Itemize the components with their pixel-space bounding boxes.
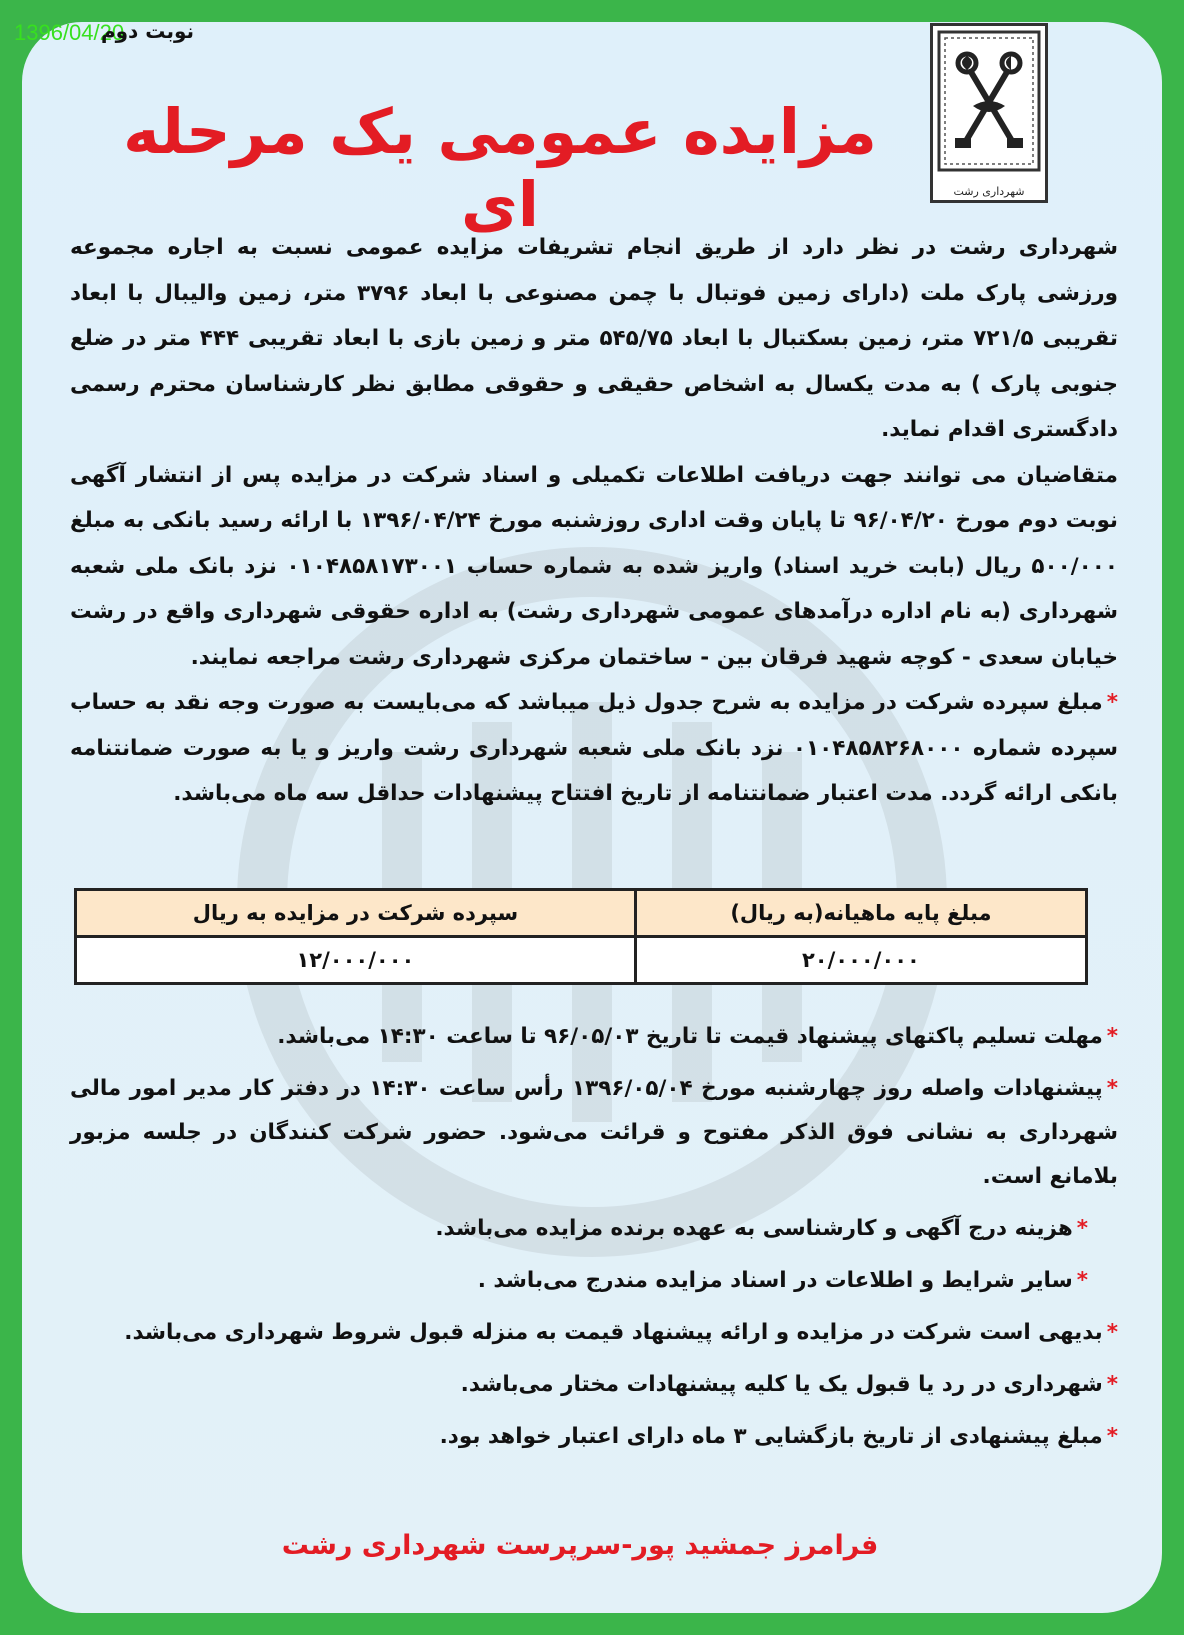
page-title: مزایده عمومی یک مرحله ای bbox=[123, 95, 877, 241]
announcement-body bbox=[70, 225, 1118, 817]
condition-item bbox=[70, 1207, 1118, 1251]
bullet-star: * bbox=[1076, 1268, 1088, 1293]
condition-text: مبلغ پیشنهادی از تاریخ بازگشایی ۳ ماه دارای اعتبار خواهد بود. bbox=[439, 1424, 1103, 1449]
crossed-keys-icon bbox=[933, 26, 1045, 176]
bullet-star: * bbox=[1106, 1024, 1118, 1049]
paragraph-intro: شهرداری رشت در نظر دارد از طریق انجام تشریفات مزایده عمومی نسبت به اجاره مجموعه ورزشی پارک ملت (دارای زمین فوتبال با چمن مصنوعی با ابعاد ۳۷۹۶ متر، زمین والیبال با ابعاد تقریبی ۷۲۱/۵ متر، زمین بسکتبال با ابعاد ۵۴۵/۷۵ متر و زمین بازی با ابعاد تقریبی ۴۴۴ متر در ضلع جنوبی پارک ) به مدت یکسال به اشخاص حقیقی و حقوقی مطابق نظر کارشناسان محترم رسمی دادگستری اقدام نماید. bbox=[70, 235, 1118, 442]
condition-item bbox=[70, 1015, 1118, 1059]
bullet-star: * bbox=[1106, 690, 1118, 715]
condition-text: پیشنهادات واصله روز چهارشنبه مورخ ۱۳۹۶/۰۵/۰۴ رأس ساعت ۱۴:۳۰ در دفتر کار مدیر امور مالی شهرداری به نشانی فوق الذکر مفتوح و قرائت می‌شود. حضور شرکت کنندگان در جلسه مزبور بلامانع است. bbox=[70, 1076, 1118, 1189]
bullet-star: * bbox=[1076, 1216, 1088, 1241]
municipality-logo bbox=[930, 23, 1048, 203]
table-header-row bbox=[76, 890, 1087, 937]
condition-item bbox=[70, 1363, 1118, 1407]
paragraph-documents: متقاضیان می توانند جهت دریافت اطلاعات تکمیلی و اسناد شرکت در مزایده پس از انتشار آگهی نوبت دوم مورخ ۹۶/۰۴/۲۰ تا پایان وقت اداری روزشنبه مورخ ۱۳۹۶/۰۴/۲۴ با ارائه رسید بانکی به مبلغ ۵۰۰/۰۰۰ ریال (بابت خرید اسناد) واریز شده به شماره حساب ۰۱۰۴۸۵۸۱۷۳۰۰۱ نزد بانک ملی شعبه شهرداری (به نام اداره درآمدهای عمومی شهرداری رشت) به اداره حقوقی شهرداری واقع در رشت خیابان سعدی - کوچه شهید فرقان بین - ساختمان مرکزی شهرداری رشت مراجعه نمایند. bbox=[70, 462, 1118, 670]
logo-caption: شهرداری رشت bbox=[953, 185, 1025, 198]
paragraph-deposit bbox=[70, 680, 1118, 817]
bullet-star: * bbox=[1106, 1424, 1118, 1449]
signature: فرامرز جمشید پور-سرپرست شهرداری رشت bbox=[281, 1530, 879, 1561]
cell-deposit: ۱۲/۰۰۰/۰۰۰ bbox=[76, 937, 636, 984]
conditions-list bbox=[70, 1015, 1118, 1467]
table-row bbox=[76, 937, 1087, 984]
bullet-star: * bbox=[1106, 1372, 1118, 1397]
condition-item bbox=[70, 1311, 1118, 1355]
condition-item bbox=[70, 1415, 1118, 1459]
date-stamp: 1396/04/20 bbox=[14, 20, 125, 45]
cell-monthly-base: ۲۰/۰۰۰/۰۰۰ bbox=[635, 937, 1086, 984]
condition-item bbox=[70, 1067, 1118, 1199]
condition-text: مهلت تسلیم پاکتهای پیشنهاد قیمت تا تاریخ ۹۶/۰۵/۰۳ تا ساعت ۱۴:۳۰ می‌باشد. bbox=[277, 1024, 1103, 1049]
header-monthly-base: مبلغ پایه ماهیانه(به ریال) bbox=[635, 890, 1086, 937]
condition-item bbox=[70, 1259, 1118, 1303]
header-deposit: سپرده شرکت در مزایده به ریال bbox=[76, 890, 636, 937]
condition-text: هزینه درج آگهی و کارشناسی به عهده برنده مزایده می‌باشد. bbox=[435, 1216, 1073, 1241]
bullet-star: * bbox=[1106, 1076, 1118, 1101]
condition-text: شهرداری در رد یا قبول یک یا کلیه پیشنهادات مختار می‌باشد. bbox=[460, 1372, 1103, 1397]
condition-text: بدیهی است شرکت در مزایده و ارائه پیشنهاد قیمت به منزله قبول شروط شهرداری می‌باشد. bbox=[124, 1320, 1103, 1345]
bullet-star: * bbox=[1106, 1320, 1118, 1345]
condition-text: سایر شرایط و اطلاعات در اسناد مزایده مندرج می‌باشد . bbox=[477, 1268, 1073, 1293]
issue-label: نوبت دوم bbox=[100, 19, 194, 43]
paragraph-deposit-text: مبلغ سپرده شرکت در مزایده به شرح جدول ذیل میباشد که می‌بایست به صورت وجه نقد به حساب سپرده شماره ۰۱۰۴۸۵۸۲۶۸۰۰۰ نزد بانک ملی شعبه شهرداری رشت واریز و یا به صورت ضمانتنامه بانکی ارائه گردد. مدت اعتبار ضمانتنامه از تاریخ افتتاح پیشنهادات حداقل سه ماه می‌باشد. bbox=[70, 690, 1118, 806]
deposit-table bbox=[74, 888, 1088, 985]
